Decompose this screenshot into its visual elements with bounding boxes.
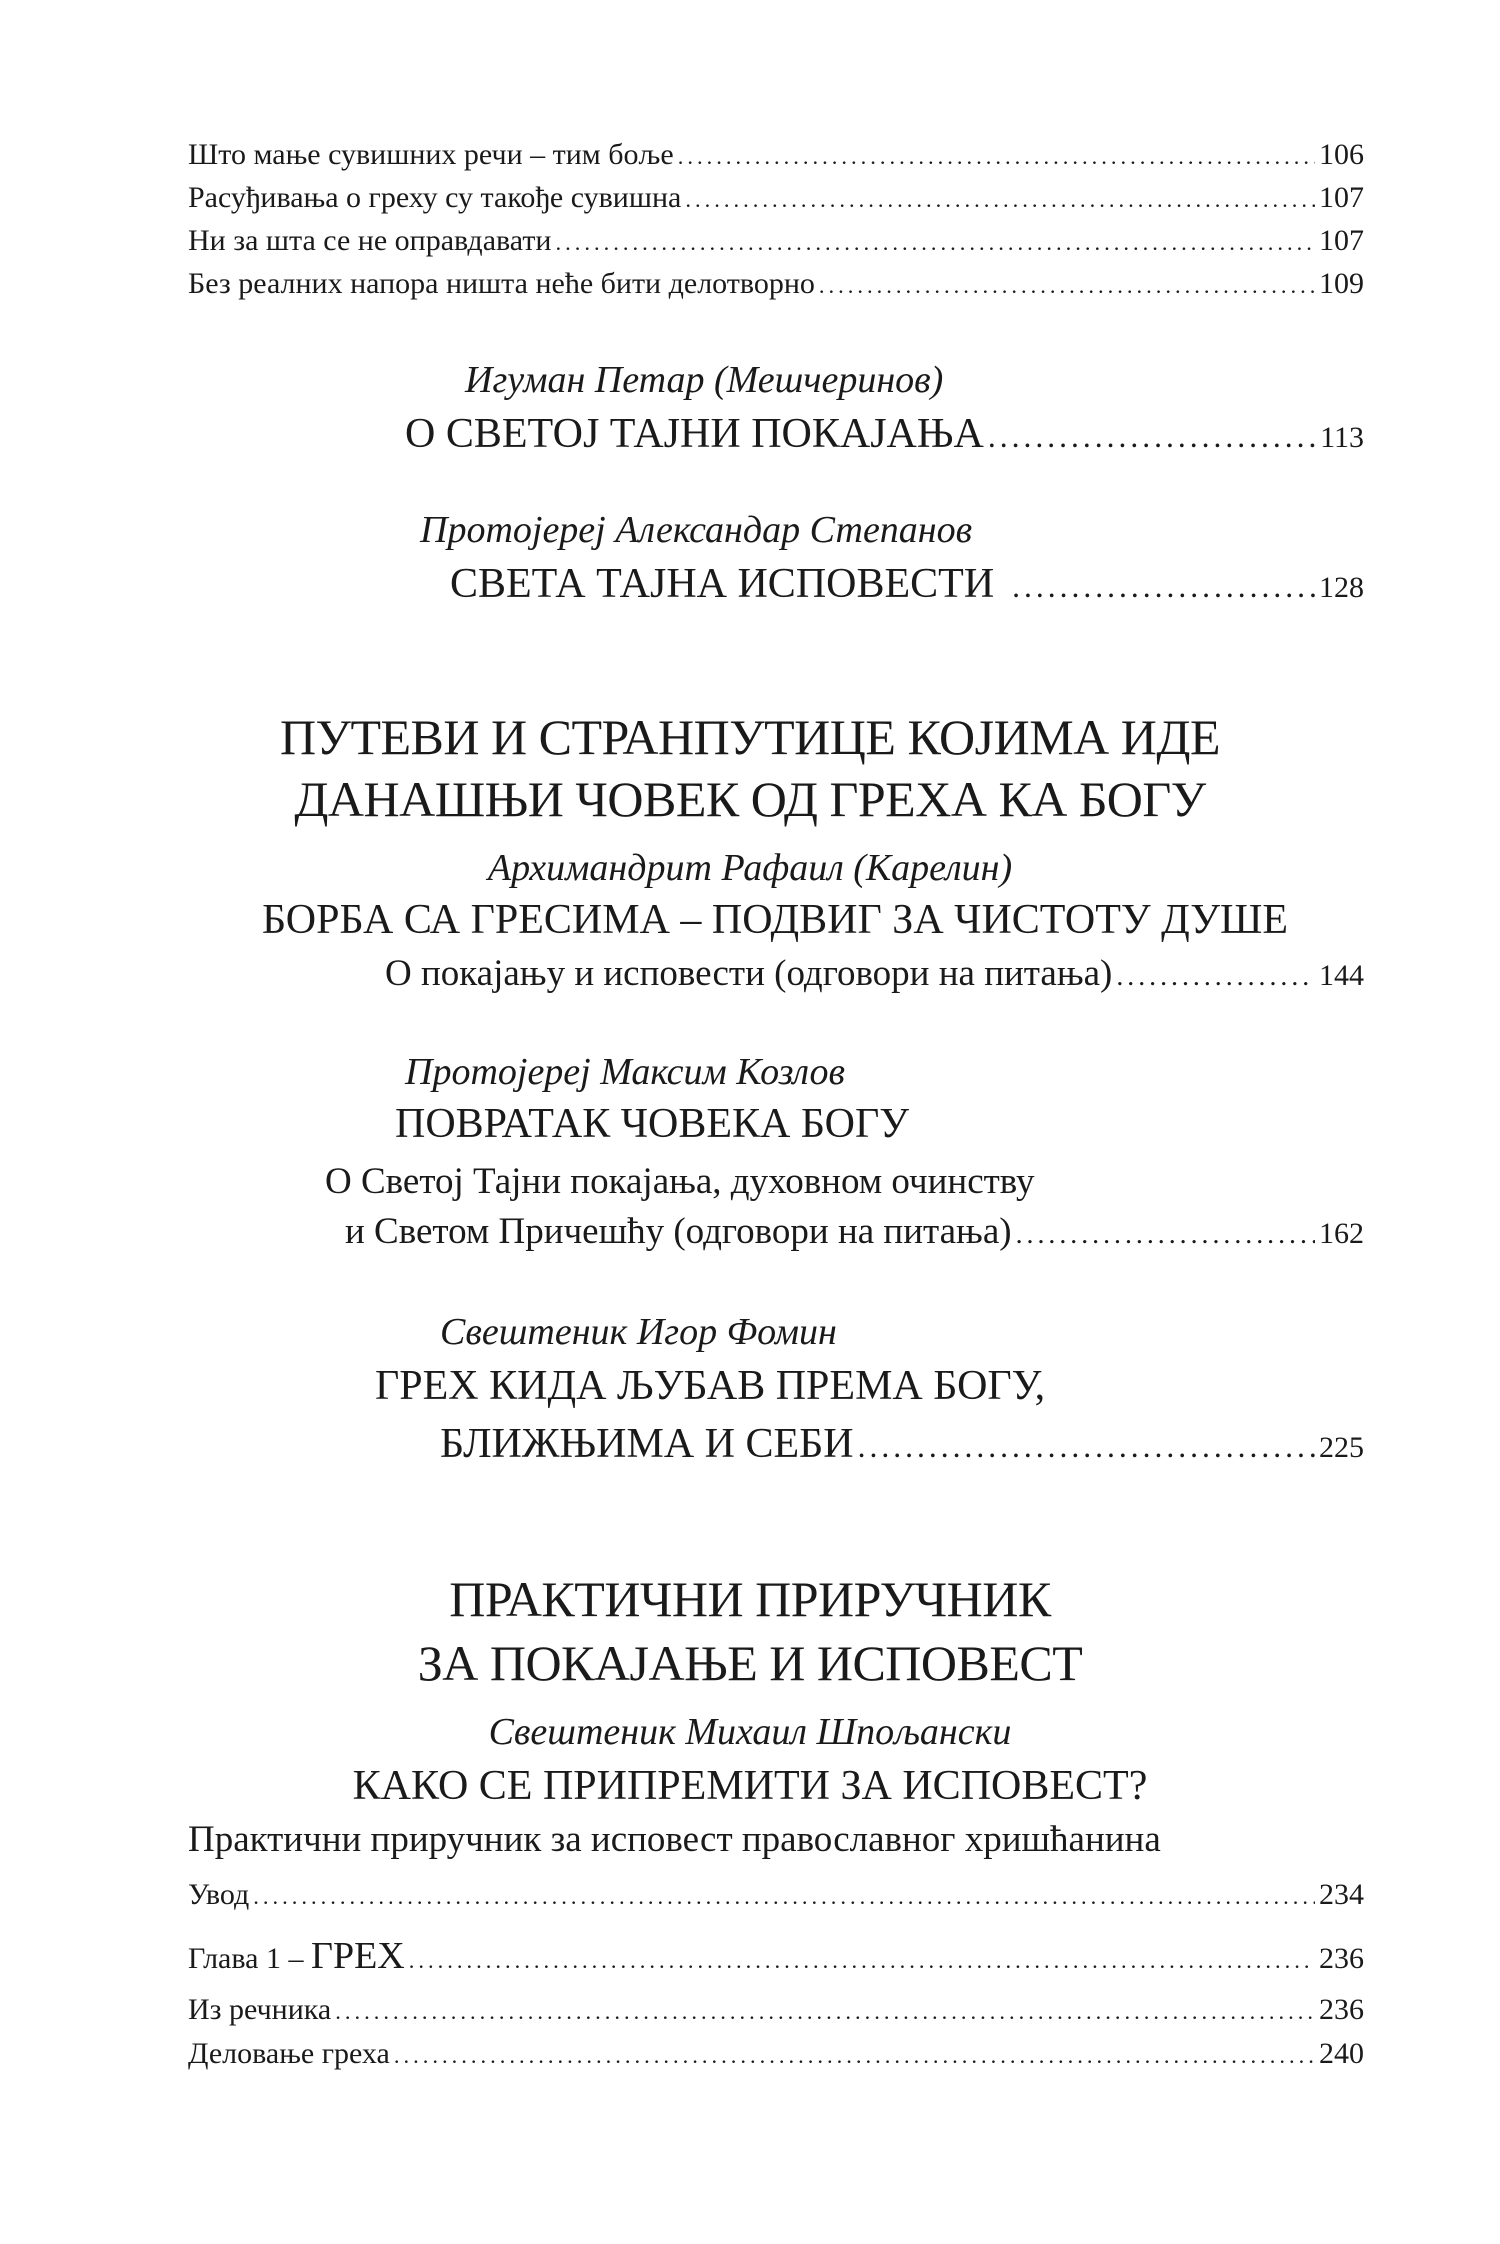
dot-leader — [253, 1884, 1315, 1910]
toc-page-number: 109 — [1319, 267, 1364, 300]
author-name: Игуман Петар (Мешчеринов) — [465, 359, 944, 401]
toc-page-number: 113 — [1320, 421, 1364, 454]
toc-entry[interactable] — [188, 1934, 1364, 1978]
toc-entry-subtitle: и Светом Причешћу (одговори на питања) — [345, 1211, 1012, 1252]
toc-entry-title: Деловање греха — [188, 2037, 390, 2070]
toc-entry[interactable] — [188, 2037, 1364, 2071]
toc-entry[interactable] — [188, 1993, 1364, 2027]
toc-entry[interactable] — [188, 181, 1364, 215]
toc-page-number: 236 — [1319, 1942, 1364, 1975]
toc-entry-title: КАКО СЕ ПРИПРЕМИТИ ЗА ИСПОВЕСТ? — [352, 1763, 1148, 1809]
section-heading: ДАНАШЊИ ЧОВЕК ОД ГРЕХА КА БОГУ — [294, 771, 1206, 827]
toc-entry-title: ПОВРАТАК ЧОВЕКА БОГУ — [395, 1101, 910, 1147]
toc-entry-title — [188, 1934, 405, 1978]
toc-entry[interactable] — [345, 1210, 1364, 1253]
toc-entry[interactable] — [188, 1878, 1364, 1912]
section-heading: ПУТЕВИ И СТРАНПУТИЦЕ КОЈИМА ИДЕ — [279, 709, 1221, 765]
chapter-prefix: Глава 1 – — [188, 1942, 311, 1975]
dot-leader — [819, 273, 1315, 299]
toc-entry-title: Увод — [188, 1878, 250, 1911]
toc-page-number: 225 — [1319, 1431, 1364, 1464]
section-heading: ПРАКТИЧНИ ПРИРУЧНИК — [449, 1571, 1051, 1627]
dot-leader — [1016, 1219, 1315, 1251]
toc-entry[interactable] — [188, 138, 1364, 172]
dot-leader — [858, 1429, 1315, 1465]
toc-entry-title: О СВЕТОЈ ТАЈНИ ПОКАЈАЊА — [405, 411, 984, 457]
dot-leader — [394, 2043, 1315, 2069]
author-name: Протојереј Александар Степанов — [420, 509, 973, 551]
dot-leader — [409, 1948, 1315, 1974]
dot-leader — [1012, 569, 1315, 605]
toc-page-number: 107 — [1319, 181, 1364, 214]
author-name: Архимандрит Рафаил (Карелин) — [487, 847, 1013, 889]
toc-entry-title: Што мање сувишних речи – тим боље — [188, 138, 674, 171]
toc-entry-title: СВЕТА ТАЈНА ИСПОВЕСТИ — [450, 561, 995, 607]
toc-entry-title: БЛИЖЊИМА И СЕБИ — [440, 1421, 854, 1467]
author-name: Свештеник Игор Фомин — [440, 1311, 837, 1353]
toc-entry-title: Ни за шта се не оправдавати — [188, 224, 552, 257]
toc-page-number: 144 — [1319, 959, 1364, 992]
dot-leader — [678, 144, 1315, 170]
toc-entry-subtitle: О Светој Тајни покајања, духовном очинству — [325, 1161, 1035, 1202]
toc-page-number: 106 — [1319, 138, 1364, 171]
toc-page-number: 240 — [1319, 2037, 1364, 2070]
toc-entry[interactable] — [385, 952, 1364, 995]
toc-entry-title: Расуђивања о греху су такође сувишна — [188, 181, 682, 214]
chapter-title: ГРЕХ — [310, 1935, 405, 1977]
toc-page-number: 236 — [1319, 1993, 1364, 2026]
toc-page-number: 234 — [1319, 1878, 1364, 1911]
toc-entry-title: БОРБА СА ГРЕСИМА – ПОДВИГ ЗА ЧИСТОТУ ДУШЕ — [261, 897, 1289, 943]
author-name: Протојереј Максим Козлов — [405, 1051, 845, 1093]
toc-entry-title: Без реалних напора ништа неће бити делотворно — [188, 267, 815, 300]
author-name: Свештеник Михаил Шпољански — [488, 1711, 1012, 1753]
toc-page-number: 107 — [1319, 224, 1364, 257]
toc-entry-title: ГРЕХ КИДА ЉУБАВ ПРЕМА БОГУ, — [375, 1363, 1046, 1409]
toc-entry-subtitle: Практични приручник за исповест православног хришћанина — [188, 1819, 1161, 1860]
toc-page-number: 162 — [1319, 1217, 1364, 1250]
toc-entry[interactable] — [440, 1420, 1364, 1468]
dot-leader — [685, 187, 1315, 213]
dot-leader — [1116, 961, 1315, 993]
dot-leader — [335, 1999, 1315, 2025]
toc-entry-subtitle: О покајању и исповести (одговори на питања) — [385, 953, 1113, 994]
toc-entry[interactable] — [450, 560, 1364, 608]
toc-entry[interactable] — [188, 224, 1364, 258]
dot-leader — [556, 230, 1316, 256]
section-heading: ЗА ПОКАЈАЊЕ И ИСПОВЕСТ — [417, 1635, 1083, 1691]
toc-page-number: 128 — [1319, 571, 1364, 604]
toc-entry[interactable] — [188, 267, 1364, 301]
toc-entry-title: Из речника — [188, 1993, 332, 2026]
dot-leader — [988, 419, 1316, 455]
toc-entry[interactable] — [405, 410, 1364, 458]
